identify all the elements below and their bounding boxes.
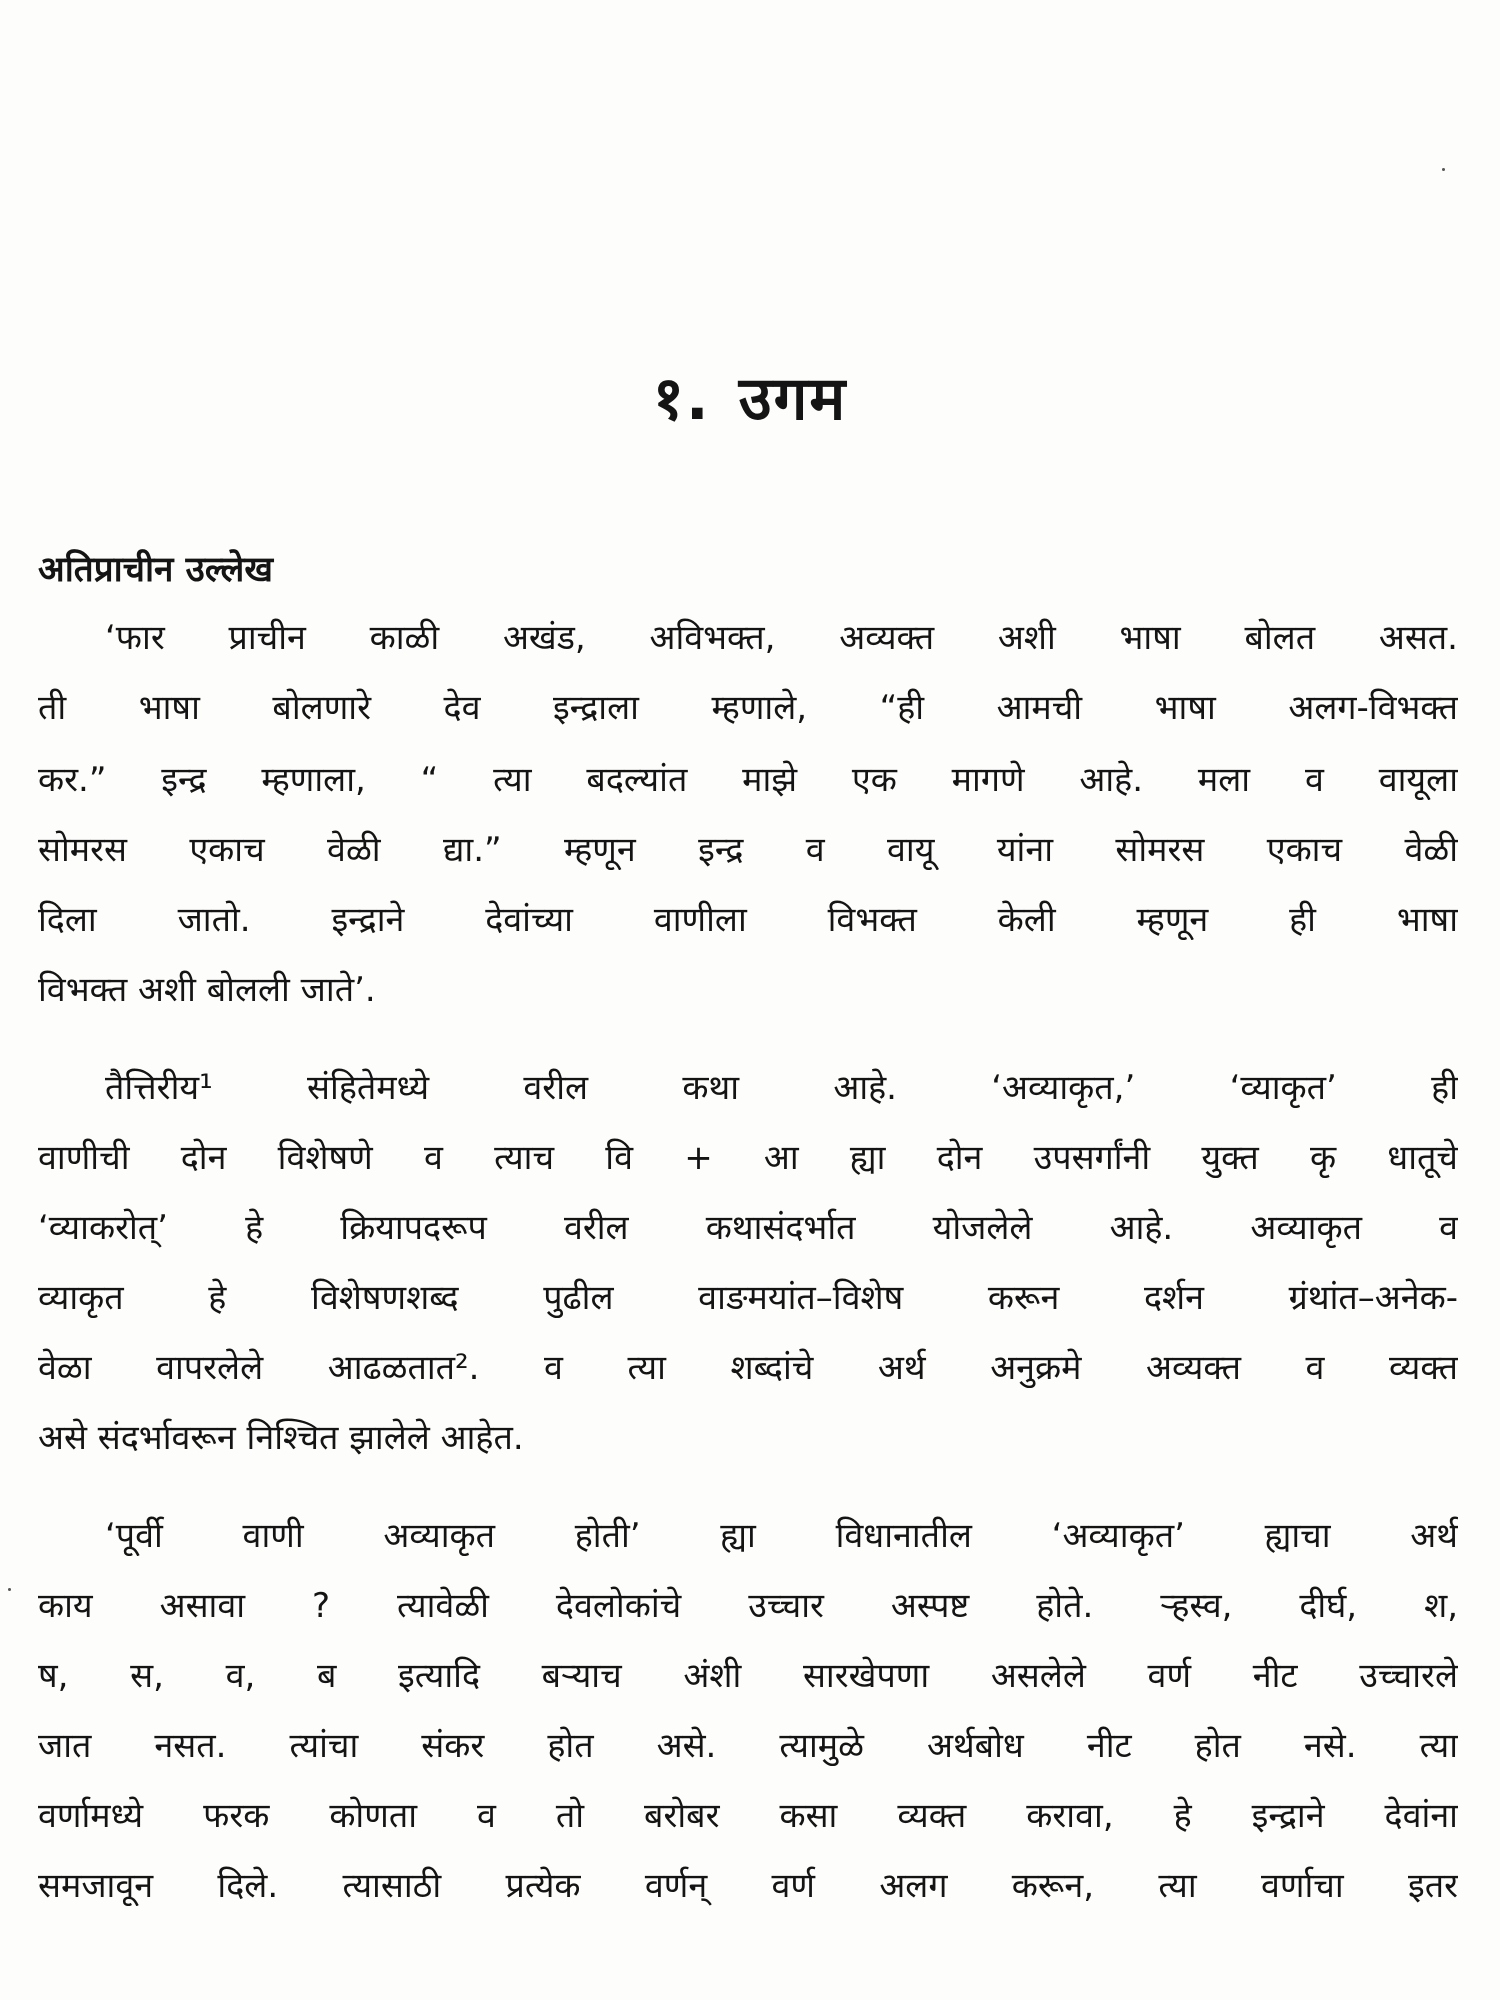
text-line: दिला जातो. इन्द्राने देवांच्या वाणीला विभक्त केली म्हणून ही भाषा — [38, 900, 1458, 940]
chapter-number: १. — [652, 364, 711, 434]
text-line: ष, स, व, ब इत्यादि बऱ्याच अंशी सारखेपणा असलेले वर्ण नीट उच्चारले — [38, 1656, 1458, 1696]
chapter-name: उगम — [738, 364, 848, 434]
text-line: ‘पूर्वी वाणी अव्याकृत होती’ ह्या विधानातील ‘अव्याकृत’ ह्याचा अर्थ — [105, 1516, 1458, 1556]
text-line: तैत्तिरीय¹ संहितेमध्ये वरील कथा आहे. ‘अव्याकृत,’ ‘व्याकृत’ ही — [105, 1068, 1458, 1108]
chapter-title — [0, 355, 1500, 437]
text-line: समजावून दिले. त्यासाठी प्रत्येक वर्णन् वर्ण अलग करून, त्या वर्णाचा इतर — [38, 1866, 1458, 1906]
text-line: वाणीची दोन विशेषणे व त्याच वि + आ ह्या दोन उपसर्गांनी युक्त कृ धातूचे — [38, 1138, 1458, 1178]
text-line: विभक्त अशी बोलली जाते’. — [38, 970, 376, 1010]
text-line: सोमरस एकाच वेळी द्या.” म्हणून इन्द्र व वायू यांना सोमरस एकाच वेळी — [38, 830, 1458, 870]
text-line: ती भाषा बोलणारे देव इन्द्राला म्हणाले, “ही आमची भाषा अलग-विभक्त — [38, 688, 1458, 728]
text-line: कर.” इन्द्र म्हणाला, “ त्या बदल्यांत माझे एक मागणे आहे. मला व वायूला — [38, 760, 1458, 800]
text-line: ‘व्याकरोत्’ हे क्रियापदरूप वरील कथासंदर्भात योजलेले आहे. अव्याकृत व — [38, 1208, 1458, 1248]
text-line: जात नसत. त्यांचा संकर होत असे. त्यामुळे अर्थबोध नीट होत नसे. त्या — [38, 1726, 1458, 1766]
section-heading: अतिप्राचीन उल्लेख — [38, 550, 273, 590]
speck-mark — [1442, 168, 1445, 171]
text-line: वेळा वापरलेले आढळतात². व त्या शब्दांचे अर्थ अनुक्रमे अव्यक्त व व्यक्त — [38, 1348, 1458, 1388]
text-line: काय असावा ? त्यावेळी देवलोकांचे उच्चार अस्पष्ट होते. ऱ्हस्व, दीर्घ, श, — [38, 1586, 1458, 1626]
text-line: ‘फार प्राचीन काळी अखंड, अविभक्त, अव्यक्त अशी भाषा बोलत असत. — [105, 618, 1458, 658]
speck-mark — [8, 1588, 11, 1591]
text-line: वर्णामध्ये फरक कोणता व तो बरोबर कसा व्यक्त करावा, हे इन्द्राने देवांना — [38, 1796, 1458, 1836]
text-line: असे संदर्भावरून निश्चित झालेले आहेत. — [38, 1418, 524, 1458]
text-line: व्याकृत हे विशेषणशब्द पुढील वाङमयांत–विशेष करून दर्शन ग्रंथांत–अनेक- — [38, 1278, 1458, 1318]
